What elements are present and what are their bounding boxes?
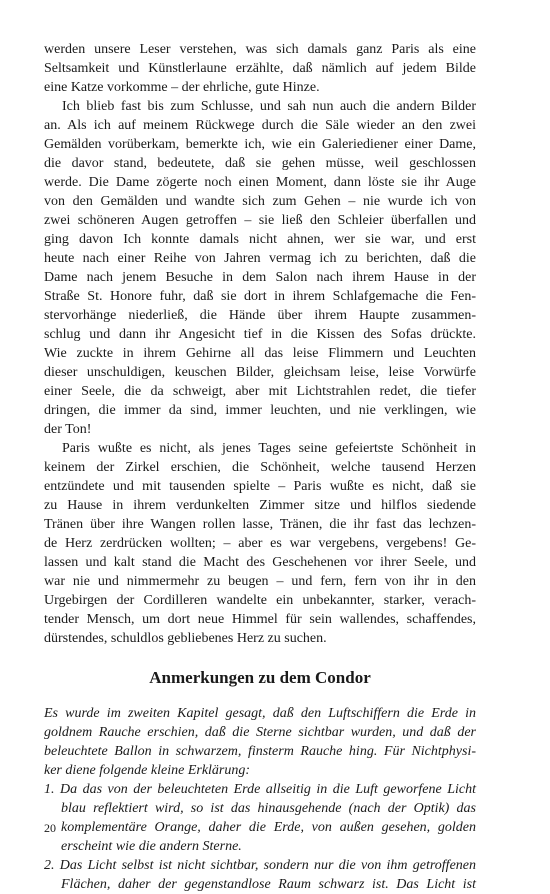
note-line: Es wurde im zweiten Kapitel gesagt, daß den Luftschiffern die Erde in: [44, 706, 476, 721]
text-line: die davor stand, bedeutete, daß sie gehen müsse, weil geschlossen: [44, 156, 476, 171]
note-line: komplementäre Orange, daher die Erde, von außen gesehen, golden: [61, 820, 476, 835]
text-line: einer Seele, die da schweigt, aber mit Lichtstrahlen redet, die tiefer: [44, 384, 476, 399]
text-line: an. Als ich auf meinem Rückwege durch die Säle wieder an den zwei: [44, 118, 476, 133]
text-line: Dame nach jenem Besuche in dem Salon nach ihrem Hause in der: [44, 270, 476, 285]
text-line: dieser unschuldigen, keuschen Bilder, gleichsam leise, leise Vorwürfe: [44, 365, 476, 380]
text-line: dringen, die immer da sind, immer leuchten, und nie verklingen, wie: [44, 403, 476, 418]
text-line: Urgebirgen der Cordilleren wandelte ein unbekannter, starker, verach-: [44, 593, 476, 608]
text-line: schlug und dann ihr Angesicht tief in die Kissen des Sofas drückte.: [44, 327, 476, 342]
text-line: heute nach einer Reihe von Jahren vermag ich zu berichten, daß die: [44, 251, 476, 266]
text-line: stervorhänge niederließ, die Hände über ihrem Haupte zusammen-: [44, 308, 476, 323]
text-line: entzündete und mit tausenden spielte – Paris wußte es nicht, daß sie: [44, 479, 476, 494]
note-line: erscheint wie die andern Sterne.: [61, 839, 242, 854]
text-line: eine Katze vorkomme – der ehrliche, gute Hinze.: [44, 80, 320, 95]
note-line: Flächen, daher der gegenstandlose Raum schwarz ist. Das Licht ist: [61, 877, 476, 892]
page-body: [44, 40, 476, 894]
text-line: zu Hause in ihrem verdunkelten Zimmer sitze und hilflos siedende: [44, 498, 476, 513]
text-line: Wie zuckte in ihrem Gehirne all das leise Flimmern und Leuchten: [44, 346, 476, 361]
text-line: tender Mensch, um dort neue Himmel für sein wallendes, schaffendes,: [44, 612, 476, 627]
text-line: keinem der Zirkel erschien, die Schönheit, welche tausend Herzen: [44, 460, 476, 475]
notes-text: [44, 704, 476, 894]
note-line: 1. Da das von der beleuchteten Erde allseitig in die Luft geworfene Licht: [44, 782, 476, 797]
text-line: Gemälden vorüberkam, bemerkte ich, wie ein Galeriediener einer Dame,: [44, 137, 476, 152]
note-line: beleuchtete Ballon in schwarzem, finsterm Rauche hing. Für Nichtphysi-: [44, 744, 476, 759]
text-line: von den Gemälden und wandte sich zum Gehen – nie wurde ich von: [44, 194, 476, 209]
note-line: ker diene folgende kleine Erklärung:: [44, 763, 251, 778]
text-line: ging davon Ich konnte damals nicht ahnen, wer sie war, und erst: [44, 232, 476, 247]
text-line: werden unsere Leser verstehen, was sich damals ganz Paris als eine: [44, 42, 476, 57]
text-line: zwei schöneren Augen getroffen – sie ließ den Schleier überfallen und: [44, 213, 476, 228]
text-line: Paris wußte es nicht, als jenes Tages seine gefeiertste Schönheit in: [62, 441, 476, 456]
main-text: [44, 40, 476, 648]
text-line: war nie und nimmermehr zu beugen – und fern, fern von ihr in den: [44, 574, 476, 589]
text-line: Seltsamkeit und Künstlerlaune erzählte, daß nämlich auf jedem Bilde: [44, 61, 476, 76]
text-line: Straße St. Honore fuhr, daß sie dort in ihrem Schlafgemache die Fen-: [44, 289, 476, 304]
note-line: blau reflektiert wird, so ist das hinausgehende (nach der Optik) das: [61, 801, 476, 816]
text-line: dürstendes, schuldlos gebliebenes Herz zu suchen.: [44, 631, 327, 646]
text-line: lassen und kalt stand die Macht des Geschehenen vor ihrer Seele, und: [44, 555, 476, 570]
text-line: der Ton!: [44, 422, 92, 437]
note-line: goldnem Rauche erschien, daß die Sterne sichtbar wurden, und daß der: [44, 725, 476, 740]
note-line: 2. Das Licht selbst ist nicht sichtbar, sondern nur die von ihm getroffenen: [44, 858, 476, 873]
page-number: 20: [44, 821, 56, 835]
text-line: Tränen über ihre Wangen rollen lasse, Tränen, die ihr fast das lechzen-: [44, 517, 476, 532]
text-line: de Herz zerdrücken wollten; – aber es war vergebens, vergebens! Ge-: [44, 536, 476, 551]
text-line: Ich blieb fast bis zum Schlusse, und sah nun auch die andern Bilder: [62, 99, 476, 114]
text-line: werde. Die Dame zögerte noch einen Moment, dann löste sie ihr Auge: [44, 175, 476, 190]
section-heading: Anmerkungen zu dem Condor: [149, 668, 371, 687]
